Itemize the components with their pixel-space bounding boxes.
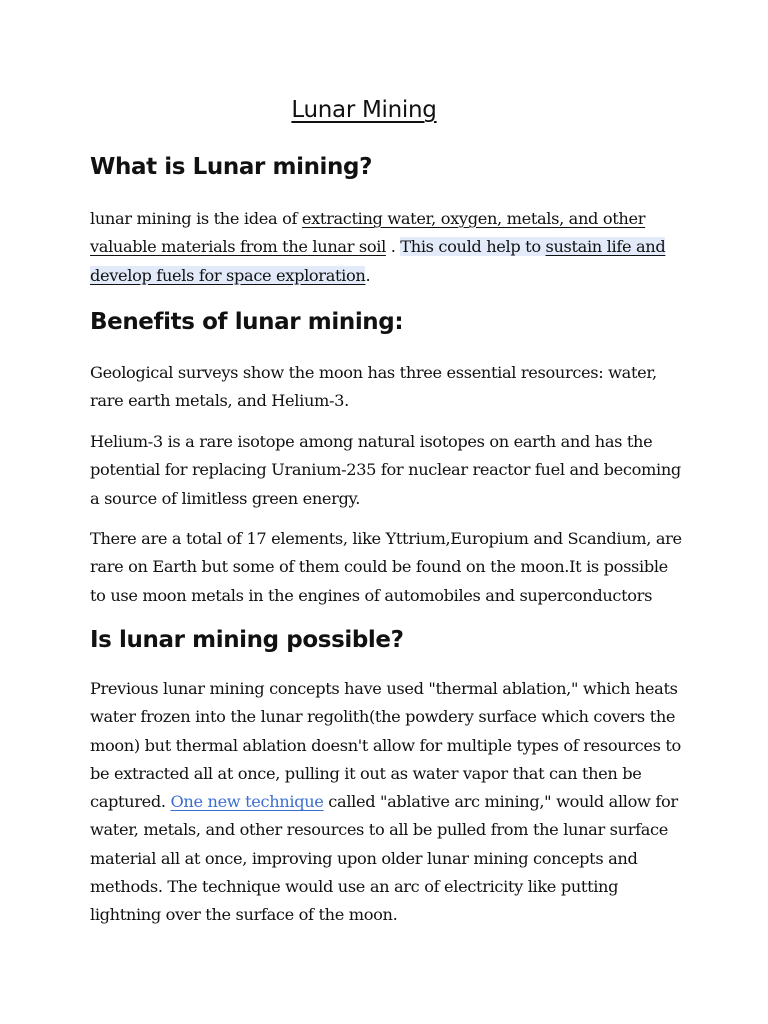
paragraph-rare-elements xyxy=(90,525,690,610)
paragraph-helium3 xyxy=(90,428,690,513)
text-run: . xyxy=(385,237,401,257)
text-run: captured. xyxy=(90,792,171,812)
line: There are a total of 17 elements, like Yttrium,Europium and Scandium, are xyxy=(90,529,682,548)
underlined-text: extracting water, oxygen, metals, and other xyxy=(301,209,646,228)
underlined-text: valuable materials from the lunar soil xyxy=(90,237,386,257)
line: Previous lunar mining concepts have used "thermal ablation," which heats xyxy=(90,679,678,698)
line: Helium-3 is a rare isotope among natural isotopes on earth and has the xyxy=(90,432,653,451)
highlighted-underlined-text: develop fuels for space exploration xyxy=(90,265,366,285)
heading-what-is-lunar-mining: What is Lunar mining? xyxy=(90,154,373,180)
text-run: . xyxy=(365,265,371,285)
line: potential for replacing Uranium-235 for nuclear reactor fuel and becoming xyxy=(90,460,681,480)
paragraph-ablation xyxy=(90,675,690,930)
line: methods. The technique would use an arc of electricity like putting xyxy=(90,877,619,897)
document-title: Lunar Mining xyxy=(291,97,437,123)
line: water frozen into the lunar regolith(the powdery surface which covers the xyxy=(90,707,676,727)
line xyxy=(90,205,690,233)
line xyxy=(90,233,690,261)
highlighted-text: This could help to xyxy=(400,237,546,257)
line: a source of limitless green energy. xyxy=(90,488,360,508)
line: to use moon metals in the engines of automobiles and superconductors xyxy=(90,585,653,605)
highlighted-underlined-text: sustain life and xyxy=(545,237,666,257)
line: rare on Earth but some of them could be found on the moon.It is possible xyxy=(90,557,668,577)
line: Geological surveys show the moon has three essential resources: water, xyxy=(90,363,657,382)
heading-benefits: Benefits of lunar mining: xyxy=(90,309,404,335)
text-run: lunar mining is the idea of xyxy=(90,209,302,228)
heading-is-possible: Is lunar mining possible? xyxy=(90,627,404,653)
text-run: called "ablative arc mining," would allow for xyxy=(323,792,678,812)
one-new-technique-link[interactable]: One new technique xyxy=(170,792,324,812)
line: material all at once, improving upon older lunar mining concepts and xyxy=(90,848,638,868)
line: moon) but thermal ablation doesn't allow for multiple types of resources to xyxy=(90,735,681,755)
line: rare earth metals, and Helium-3. xyxy=(90,391,349,411)
line: be extracted all at once, pulling it out as water vapor that can then be xyxy=(90,763,642,783)
paragraph-resources xyxy=(90,359,690,416)
line: water, metals, and other resources to all be pulled from the lunar surface xyxy=(90,820,668,840)
line xyxy=(90,262,690,290)
line xyxy=(90,788,690,816)
line: lightning over the surface of the moon. xyxy=(90,905,398,925)
paragraph-definition xyxy=(90,205,690,290)
